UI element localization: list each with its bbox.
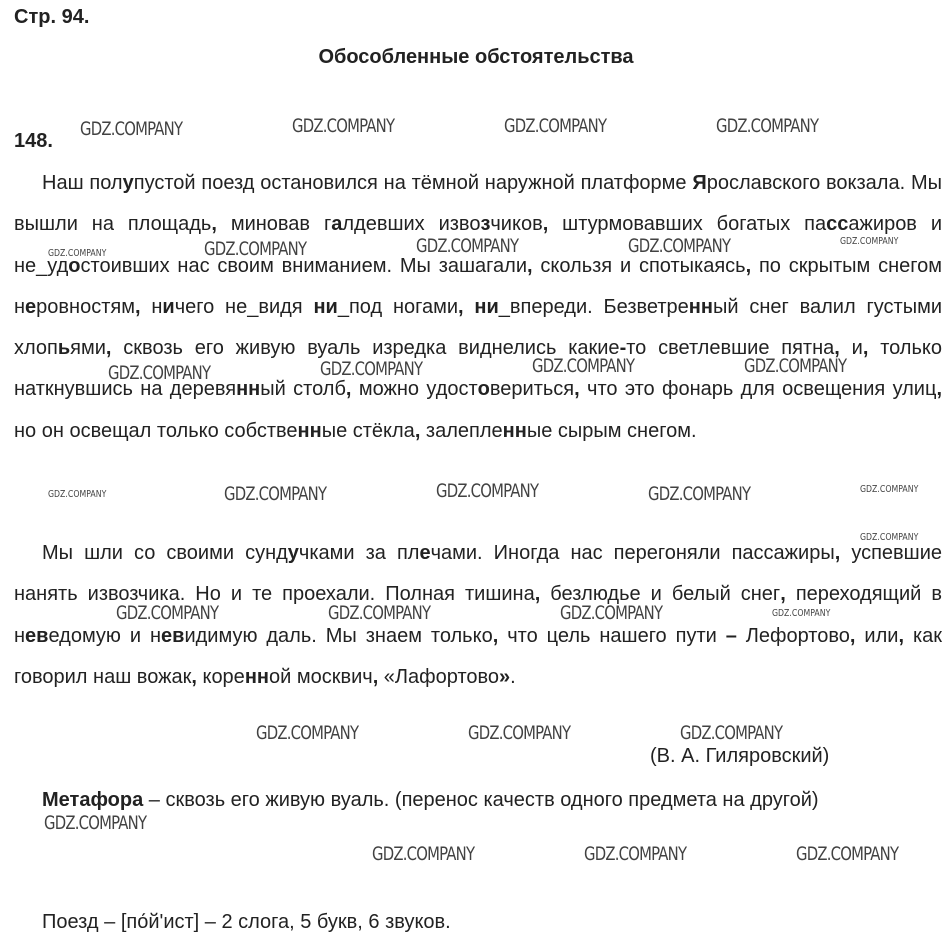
watermark: GDZ.COMPANY [716,115,819,137]
page-label: Стр. 94. [14,6,90,28]
watermark: GDZ.COMPANY [680,722,783,744]
bold-fragment: , [574,378,580,401]
bold-fragment: у [287,542,299,564]
text-fragment: коре [196,665,245,688]
text-fragment: сквозь его живую вуаль изредка виднелись какие [111,337,620,360]
watermark: GDZ.COMPANY [468,722,571,744]
text-fragment: чего не_видя [174,295,314,318]
watermark: GDZ.COMPANY [292,115,395,137]
bold-fragment: , [372,665,379,688]
watermark: GDZ.COMPANY [328,602,431,624]
text-fragment: рославского вокзала. Мы вышли на площадь [14,172,942,236]
text-fragment: но он освещал только собстве [14,419,298,442]
paragraph-1 [14,163,942,452]
text-fragment: ровностям [36,295,135,318]
bold-fragment: – [725,624,737,647]
watermark: GDZ.COMPANY [320,358,423,380]
watermark: GDZ.COMPANY [48,489,107,500]
metaphor-text: – сквозь его живую вуаль. (перенос качеств одного предмета на другой) [143,789,819,811]
text-fragment: и [839,337,863,360]
bold-fragment: , [345,378,352,401]
watermark: GDZ.COMPANY [372,843,475,865]
bold-fragment: , [849,624,856,647]
bold-fragment: - [619,337,627,360]
bold-fragment: , [862,337,869,360]
watermark: GDZ.COMPANY [772,608,831,619]
watermark: GDZ.COMPANY [256,722,359,744]
bold-fragment: нн [502,419,527,442]
watermark: GDZ.COMPANY [584,843,687,865]
text-fragment: что это фонарь для освещения улиц [579,378,937,401]
bold-fragment: , [527,254,533,277]
bold-fragment: , [834,542,841,564]
watermark: GDZ.COMPANY [108,362,211,384]
phonetic-analysis: Поезд – [по́й'ист] – 2 слога, 5 букв, 6 звуков. [42,911,451,933]
text-fragment: как говорил наш вожак [14,624,943,688]
bold-fragment: , [492,624,499,647]
text-fragment: безлюдье и белый снег [540,583,781,606]
text-fragment: ями [70,337,106,360]
bold-fragment: ев [161,624,185,647]
text-fragment: «Лафортово [378,665,500,688]
text-fragment: то светлевшие пятна [626,337,835,360]
section-title: Обособленные обстоятельства [318,46,634,68]
bold-fragment: нн [297,419,322,442]
text-fragment: переходящий в н [14,583,942,647]
text-fragment: пустой поезд остановился на тёмной наружной платформе [133,172,693,194]
bold-fragment: , [134,295,141,318]
text-fragment: чами. Иногда нас перегоняли пассажиры [430,542,835,564]
metaphor-note [14,780,942,821]
text-fragment: чками за пл [298,542,420,564]
text-fragment: ажиров и не_уд [14,213,942,277]
text-fragment: . [510,665,516,688]
watermark: GDZ.COMPANY [80,118,183,140]
bold-fragment: Я [692,172,707,194]
watermark: GDZ.COMPANY [560,602,663,624]
watermark: GDZ.COMPANY [224,483,327,505]
text-fragment: только наткнувшись на деревя [14,337,942,401]
bold-fragment: ь [57,337,71,360]
bold-fragment: нн [244,665,269,688]
bold-fragment: , [745,254,752,277]
bold-fragment: ев [25,624,49,647]
bold-fragment: е [25,295,37,318]
text-fragment [464,296,475,318]
bold-fragment: у [122,172,134,194]
text-fragment: ый столб [260,378,346,401]
bold-fragment: , [936,378,942,401]
bold-fragment: о [477,378,490,401]
bold-fragment: и [162,295,175,318]
text-fragment: лдевших изво [342,213,481,236]
bold-fragment: сс [826,213,849,236]
bold-fragment: а [331,213,343,236]
watermark: GDZ.COMPANY [860,532,919,543]
metaphor-term: Метафора [42,789,144,811]
bold-fragment: , [458,295,464,318]
text-fragment: _впереди. Безветре [498,295,689,318]
bold-fragment: з [480,213,491,236]
text-fragment: Наш пол [42,172,123,194]
watermark: GDZ.COMPANY [648,483,751,505]
exercise-number: 148. [14,130,53,152]
bold-fragment: , [898,624,904,647]
watermark: GDZ.COMPANY [860,484,919,495]
text-fragment: или [855,624,899,647]
bold-fragment: , [211,213,217,236]
text-fragment: ый снег валил густыми хлоп [14,295,942,360]
watermark: GDZ.COMPANY [416,235,519,257]
bold-fragment: , [191,665,197,688]
bold-fragment: е [419,542,431,564]
text-fragment: штурмовавших богатых па [548,213,827,236]
bold-fragment: ни [474,295,499,318]
watermark: GDZ.COMPANY [204,238,307,260]
watermark: GDZ.COMPANY [116,602,219,624]
watermark: GDZ.COMPANY [48,248,107,259]
bold-fragment: , [414,419,421,442]
text-fragment: Мы шли со своими сунд [42,542,288,564]
bold-fragment: , [542,213,549,236]
bold-fragment: нн [688,295,713,318]
text-fragment: стоивших нас своим вниманием. Мы зашагали [80,254,527,277]
watermark: GDZ.COMPANY [44,812,147,834]
text-fragment: _под ногами [337,295,459,318]
text-fragment: чиков [490,213,543,236]
text-fragment: Лефортово [736,624,850,647]
watermark: GDZ.COMPANY [504,115,607,137]
bold-fragment: о [68,254,81,277]
text-fragment: успевшие нанять извозчика. Но и те проехали. Полная тишина [14,542,943,606]
text-fragment: скользя и спотыкаясь [532,254,746,277]
bold-fragment: » [499,665,511,688]
watermark: GDZ.COMPANY [744,355,847,377]
bold-fragment: , [834,337,840,360]
bold-fragment: нн [236,378,261,401]
watermark: GDZ.COMPANY [840,236,899,247]
bold-fragment: , [780,583,786,606]
text-fragment: ые стёкла [321,419,415,442]
text-fragment: вериться [489,378,575,401]
watermark: GDZ.COMPANY [532,355,635,377]
text-fragment: н [140,295,163,318]
text-fragment: что цель нашего пути [498,624,726,647]
text-fragment: идимую даль. Мы знаем только [184,624,493,647]
text-fragment: ые сырым снегом. [526,419,697,442]
watermark: GDZ.COMPANY [628,235,731,257]
text-fragment: залепле [420,419,503,442]
text-fragment: по скрытым снегом н [14,254,942,318]
text-fragment: можно удост [351,378,478,401]
text-fragment: миновав г [216,213,332,236]
text-fragment: едомую и н [48,624,162,647]
bold-fragment: ни [313,295,338,318]
watermark: GDZ.COMPANY [436,480,539,502]
author-signature: (В. А. Гиляровский) [650,745,830,767]
bold-fragment: , [105,337,112,360]
watermark: GDZ.COMPANY [796,843,899,865]
bold-fragment: , [534,583,541,606]
text-fragment: ой москвич [268,665,373,688]
